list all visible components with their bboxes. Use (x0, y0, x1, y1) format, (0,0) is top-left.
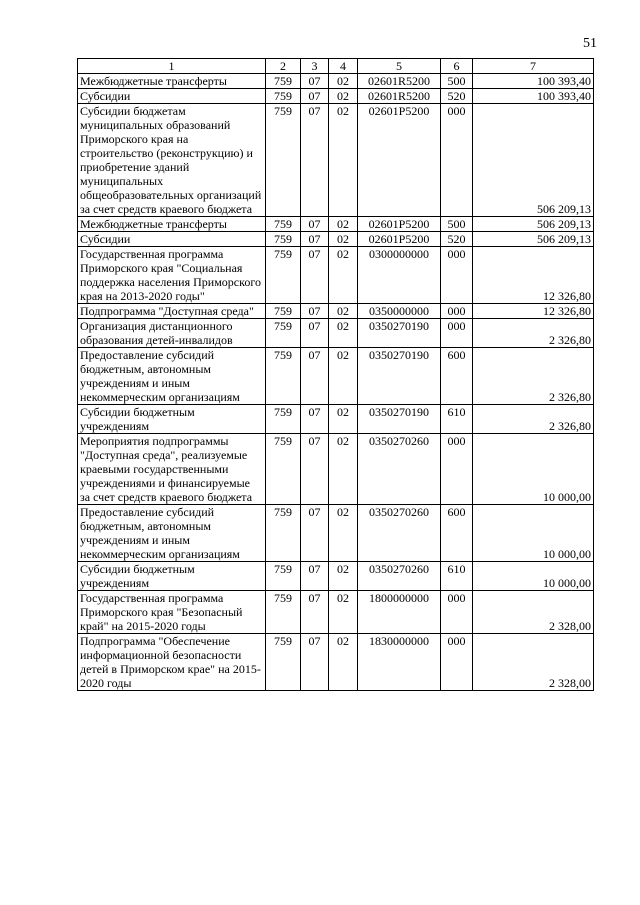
table-row (78, 89, 594, 104)
table-row (78, 74, 594, 89)
table-row (78, 634, 594, 691)
row-code-cell: 759 (266, 634, 301, 691)
row-code-cell: 02601P5200 (358, 217, 441, 232)
row-code-cell: 759 (266, 232, 301, 247)
table-row (78, 591, 594, 634)
row-name-cell: Субсидии (78, 232, 266, 247)
row-code-cell: 07 (301, 505, 329, 562)
row-amount-cell: 10 000,00 (473, 505, 594, 562)
row-code-cell: 07 (301, 89, 329, 104)
row-amount-cell: 2 328,00 (473, 591, 594, 634)
row-amount-cell: 2 326,80 (473, 348, 594, 405)
row-code-cell: 02 (329, 319, 358, 348)
header-cell: 4 (329, 59, 358, 74)
row-code-cell: 02601R5200 (358, 89, 441, 104)
header-cell: 1 (78, 59, 266, 74)
row-code-cell: 07 (301, 434, 329, 505)
header-cell: 7 (473, 59, 594, 74)
row-code-cell: 07 (301, 634, 329, 691)
row-code-cell: 1800000000 (358, 591, 441, 634)
row-code-cell: 02 (329, 634, 358, 691)
row-name-cell: Субсидии (78, 89, 266, 104)
row-amount-cell: 2 326,80 (473, 405, 594, 434)
row-code-cell: 0350270260 (358, 562, 441, 591)
row-code-cell: 1830000000 (358, 634, 441, 691)
header-cell: 5 (358, 59, 441, 74)
row-code-cell: 07 (301, 304, 329, 319)
row-code-cell: 02 (329, 232, 358, 247)
table-row (78, 247, 594, 304)
row-code-cell: 610 (441, 405, 473, 434)
row-code-cell: 500 (441, 74, 473, 89)
row-name-cell: Субсидии бюджетам муниципальных образований Приморского края на строительство (реконструкцию) и приобретение зданий муниципальных общеобразовательных организаций за счет средств краевого бюджета (78, 104, 266, 217)
row-amount-cell: 10 000,00 (473, 434, 594, 505)
row-code-cell: 0350270190 (358, 319, 441, 348)
row-code-cell: 02 (329, 304, 358, 319)
row-code-cell: 600 (441, 348, 473, 405)
row-code-cell: 02601P5200 (358, 104, 441, 217)
row-name-cell: Государственная программа Приморского края "Социальная поддержка населения Приморского края на 2013-2020 годы" (78, 247, 266, 304)
row-code-cell: 02 (329, 405, 358, 434)
table-row (78, 405, 594, 434)
row-code-cell: 02 (329, 217, 358, 232)
row-amount-cell: 10 000,00 (473, 562, 594, 591)
row-code-cell: 759 (266, 217, 301, 232)
row-code-cell: 07 (301, 247, 329, 304)
row-code-cell: 000 (441, 304, 473, 319)
row-code-cell: 02 (329, 104, 358, 217)
row-code-cell: 0350000000 (358, 304, 441, 319)
row-code-cell: 07 (301, 217, 329, 232)
row-code-cell: 610 (441, 562, 473, 591)
row-code-cell: 759 (266, 319, 301, 348)
row-amount-cell: 506 209,13 (473, 232, 594, 247)
page-number: 51 (583, 36, 597, 51)
row-code-cell: 07 (301, 232, 329, 247)
row-amount-cell: 506 209,13 (473, 217, 594, 232)
row-code-cell: 0350270190 (358, 348, 441, 405)
row-code-cell: 759 (266, 591, 301, 634)
table-row (78, 434, 594, 505)
row-code-cell: 02 (329, 74, 358, 89)
header-row (78, 59, 594, 74)
budget-table (77, 58, 594, 691)
row-code-cell: 759 (266, 505, 301, 562)
table-row (78, 505, 594, 562)
row-code-cell: 759 (266, 89, 301, 104)
row-amount-cell: 100 393,40 (473, 74, 594, 89)
row-code-cell: 500 (441, 217, 473, 232)
row-name-cell: Организация дистанционного образования детей-инвалидов (78, 319, 266, 348)
header-cell: 6 (441, 59, 473, 74)
row-name-cell: Субсидии бюджетным учреждениям (78, 405, 266, 434)
table-row (78, 217, 594, 232)
row-code-cell: 000 (441, 104, 473, 217)
row-code-cell: 520 (441, 232, 473, 247)
row-code-cell: 000 (441, 634, 473, 691)
row-code-cell: 759 (266, 104, 301, 217)
row-amount-cell: 2 326,80 (473, 319, 594, 348)
table-row (78, 232, 594, 247)
row-code-cell: 07 (301, 405, 329, 434)
row-code-cell: 02 (329, 434, 358, 505)
row-name-cell: Предоставление субсидий бюджетным, автономным учреждениям и иным некоммерческим организациям (78, 505, 266, 562)
row-code-cell: 07 (301, 562, 329, 591)
row-code-cell: 600 (441, 505, 473, 562)
table-row (78, 304, 594, 319)
row-name-cell: Субсидии бюджетным учреждениям (78, 562, 266, 591)
row-code-cell: 0350270190 (358, 405, 441, 434)
row-code-cell: 07 (301, 348, 329, 405)
table-row (78, 104, 594, 217)
row-code-cell: 02 (329, 348, 358, 405)
row-amount-cell: 506 209,13 (473, 104, 594, 217)
row-code-cell: 02 (329, 591, 358, 634)
table-row (78, 319, 594, 348)
row-code-cell: 759 (266, 405, 301, 434)
row-code-cell: 0300000000 (358, 247, 441, 304)
row-name-cell: Мероприятия подпрограммы "Доступная среда", реализуемые краевыми государственными учреждениями и финансируемые за счет средств краевого бюджета (78, 434, 266, 505)
row-code-cell: 02601R5200 (358, 74, 441, 89)
row-amount-cell: 2 328,00 (473, 634, 594, 691)
header-cell: 2 (266, 59, 301, 74)
row-code-cell: 02 (329, 89, 358, 104)
row-code-cell: 02 (329, 562, 358, 591)
header-cell: 3 (301, 59, 329, 74)
row-code-cell: 759 (266, 434, 301, 505)
table-row (78, 348, 594, 405)
row-code-cell: 07 (301, 319, 329, 348)
row-code-cell: 759 (266, 562, 301, 591)
row-name-cell: Подпрограмма "Обеспечение информационной безопасности детей в Приморском крае" на 2015-2020 годы (78, 634, 266, 691)
row-name-cell: Межбюджетные трансферты (78, 217, 266, 232)
row-code-cell: 07 (301, 591, 329, 634)
row-code-cell: 000 (441, 434, 473, 505)
row-code-cell: 07 (301, 104, 329, 217)
row-code-cell: 759 (266, 247, 301, 304)
row-code-cell: 02 (329, 505, 358, 562)
row-code-cell: 0350270260 (358, 505, 441, 562)
row-amount-cell: 12 326,80 (473, 247, 594, 304)
row-code-cell: 07 (301, 74, 329, 89)
row-code-cell: 759 (266, 348, 301, 405)
row-code-cell: 000 (441, 247, 473, 304)
table-row (78, 562, 594, 591)
row-code-cell: 02 (329, 247, 358, 304)
row-amount-cell: 100 393,40 (473, 89, 594, 104)
row-code-cell: 759 (266, 304, 301, 319)
row-amount-cell: 12 326,80 (473, 304, 594, 319)
row-name-cell: Межбюджетные трансферты (78, 74, 266, 89)
row-name-cell: Подпрограмма "Доступная среда" (78, 304, 266, 319)
row-code-cell: 520 (441, 89, 473, 104)
row-code-cell: 000 (441, 591, 473, 634)
row-name-cell: Предоставление субсидий бюджетным, автономным учреждениям и иным некоммерческим организациям (78, 348, 266, 405)
row-code-cell: 0350270260 (358, 434, 441, 505)
row-code-cell: 759 (266, 74, 301, 89)
row-name-cell: Государственная программа Приморского края "Безопасный край" на 2015-2020 годы (78, 591, 266, 634)
row-code-cell: 000 (441, 319, 473, 348)
row-code-cell: 02601P5200 (358, 232, 441, 247)
